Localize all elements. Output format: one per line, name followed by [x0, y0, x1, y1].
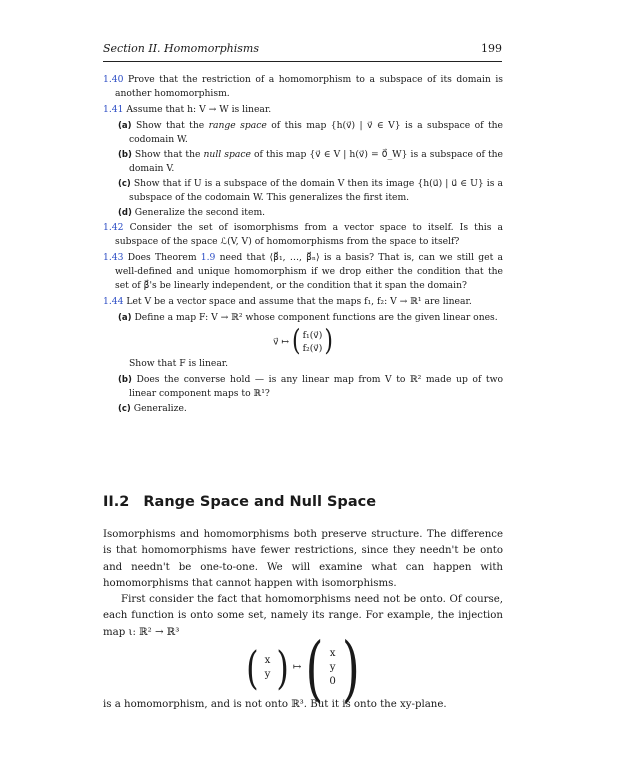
exercise-text: Let V be a vector space and assume that the maps f₁, f₂: V → ℝ¹ are linear. — [126, 296, 472, 307]
paragraph: First consider the fact that homomorphisms need not be onto. Of course, each function is onto some set, namely its range. For example, the injection map ι: ℝ² → ℝ³ — [103, 594, 503, 638]
exercise-part: (a) Define a map F: V → ℝ² whose component functions are the given linear ones. — [118, 312, 498, 323]
paragraph: is a homomorphism, and is not onto ℝ³. But it is onto the xy-plane. — [103, 699, 447, 711]
exercise-number[interactable]: 1.42 — [103, 222, 124, 233]
injection-display: ( x y ) ↦ ( x y 0 ) — [246, 626, 360, 710]
exercise-1-40 — [103, 73, 504, 101]
exercise-1-43: 1.43 Does Theorem 1.9 need that ⟨β⃗₁, …, β⃗ₙ⟩ is a basis? That is, can we still get a well-defined and unique homomorphism if we drop either the condition that the set of β⃗'s be linearly independent, or the condition that it span the domain? — [103, 252, 504, 291]
exercise-number[interactable]: 1.41 — [103, 104, 124, 115]
theorem-link[interactable]: 1.9 — [200, 252, 216, 263]
exercise-text: Assume that h: V → W is linear. — [126, 104, 272, 115]
section-body — [103, 527, 503, 713]
exercise-part: (b) Show that the null space of this map {v⃗ ∈ V | h(v⃗) = 0⃗_W} is a subspace of the domain V. — [118, 149, 503, 174]
header-rule — [103, 61, 502, 62]
section-heading — [103, 494, 376, 510]
exercise-number[interactable]: 1.44 — [103, 296, 124, 307]
exercise-1-41 — [103, 103, 503, 117]
exercise-list — [103, 73, 503, 417]
exercise-1-44 — [103, 295, 503, 309]
exercise-number[interactable]: 1.43 — [103, 252, 124, 263]
exercise-part: (a) Show that the range space of this map {h(v⃗) | v⃗ ∈ V} is a subspace of the codomain W. — [118, 120, 503, 145]
section-title: Range Space and Null Space — [143, 494, 377, 510]
exercise-part: (c) Generalize. — [118, 403, 187, 414]
map-display: v⃗ ↦ ( f₁(v⃗) f₂(v⃗) ) — [273, 325, 333, 358]
exercise-part: (d) Generalize the second item. — [118, 207, 266, 218]
section-number: II.2 — [103, 494, 130, 510]
exercise-1-42 — [103, 221, 503, 249]
exercise-number[interactable]: 1.40 — [103, 74, 124, 85]
page-number: 199 — [481, 42, 502, 55]
running-header — [103, 42, 502, 55]
exercise-part: (b) Does the converse hold — is any linear map from V to ℝ² made up of two linear component maps to ℝ¹? — [118, 374, 504, 399]
exercise-text: Prove that the restriction of a homomorphism to a subspace of its domain is another homomorphism. — [115, 74, 504, 99]
exercise-text: Consider the set of isomorphisms from a vector space to itself. Is this a subspace of the space ℒ(V, V) of homomorphisms from the space to itself? — [115, 222, 503, 247]
paragraph: Isomorphisms and homomorphisms both preserve structure. The difference is that homomorphisms have fewer restrictions, since they needn't be onto and needn't be one-to-one. We will examine what can happen with homomorphisms that cannot happen with isomorphisms. — [103, 529, 503, 589]
exercise-part: (c) Show that if U is a subspace of the domain V then its image {h(u⃗) | u⃗ ∈ U} is a subspace of the codomain W. This generalizes the first item. — [118, 178, 504, 203]
show-text: Show that F is linear. — [129, 358, 229, 369]
header-section: Section II. Homomorphisms — [103, 42, 259, 55]
